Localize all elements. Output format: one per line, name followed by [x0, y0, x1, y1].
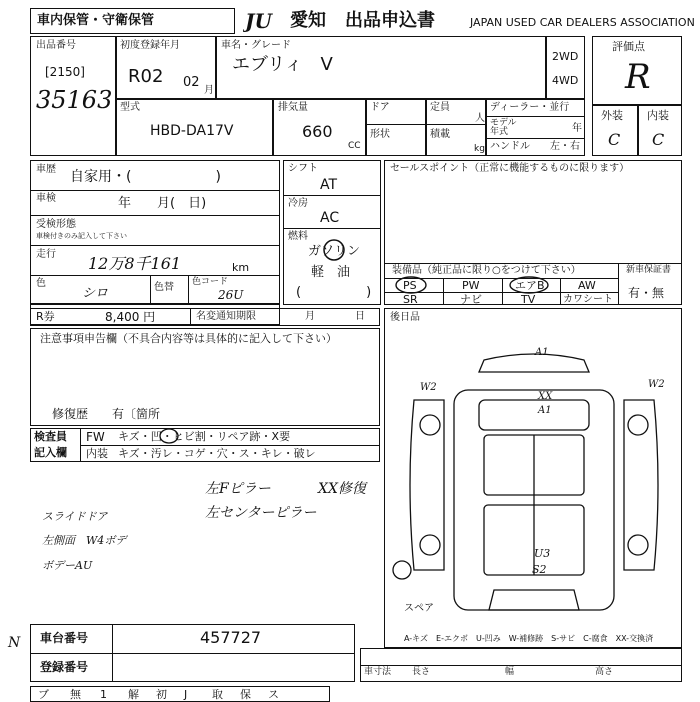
model-name: エブリィ V	[232, 54, 333, 75]
margin-mark: N	[8, 635, 21, 651]
drive-4wd: 4WD	[552, 74, 579, 87]
association-local: 愛知	[290, 10, 326, 31]
displacement-label: 排気量	[278, 102, 308, 113]
equipment-ps: PS	[403, 279, 417, 292]
interior-check-label: 内装	[86, 447, 108, 460]
shift-value: AT	[320, 177, 338, 193]
color-code: 26U	[218, 288, 244, 302]
bottom-flag-4: 解	[128, 688, 139, 701]
history-value: 自家用・( )	[70, 169, 221, 185]
color-label: 色	[36, 278, 46, 289]
warranty-label: 新車保証書	[626, 265, 672, 275]
bottom-flag-3: 1	[100, 688, 107, 701]
handwritten-note-3: XX修復	[318, 481, 366, 497]
lot-number: 35163	[36, 86, 113, 114]
car-damage-diagram	[384, 330, 682, 620]
handwritten-note-1: 左Fピラー	[205, 481, 271, 497]
receipt-label: 受検形態	[36, 219, 76, 230]
dealer-label: ディーラー・並行	[490, 102, 570, 113]
handle-options: 左・右	[550, 141, 580, 152]
load-unit: kg	[474, 144, 485, 154]
lot-number-label: 出品番号	[36, 40, 76, 51]
equipment-airbag: エアB	[515, 279, 545, 292]
receipt-note: 車検付きのみ記入して下さい	[36, 232, 127, 240]
model-year-label: モデル 年式	[490, 118, 517, 137]
bottom-flag-8: 保	[240, 688, 251, 701]
handwritten-note-6: ボデーAU	[42, 559, 93, 572]
fuel-light: 軽 油	[311, 265, 351, 280]
diagram-mark-3: W2	[648, 379, 665, 390]
equipment-navi: ナビ	[460, 293, 482, 306]
mileage-value: 12万8千161	[88, 254, 182, 273]
displacement-unit: CC	[348, 141, 361, 151]
equipment-tv: TV	[521, 293, 536, 306]
fuel-gas: ガソリン	[308, 244, 361, 259]
interior-label: 内装	[647, 109, 669, 122]
diagram-mark-5: A1	[538, 405, 552, 416]
first-reg-year: R02	[128, 66, 164, 87]
lot-prefix: [2150]	[45, 65, 85, 79]
diagram-mark-4: XX	[538, 391, 553, 402]
color-code-label: 色コード	[192, 277, 229, 287]
equipment-airbag-circle	[508, 276, 550, 294]
fw-label: FW	[86, 430, 105, 444]
association-en: JAPAN USED CAR DEALERS ASSOCIATION	[470, 16, 695, 29]
tax-month: 月	[305, 311, 315, 322]
caution-label: 注意事項申告欄（不具合内容等は具体的に記入して下さい）	[40, 332, 337, 345]
mileage-label: 走行	[36, 249, 56, 260]
capacity-label: 定員	[430, 102, 450, 113]
color-change-label: 色替	[154, 282, 174, 293]
inspector-label: 検査員	[34, 430, 67, 443]
recycle-value: 8,400 円	[105, 310, 156, 324]
bottom-flag-9: ス	[268, 688, 279, 701]
model-code-label: 型式	[120, 102, 140, 113]
ac-value: AC	[320, 210, 340, 226]
drive-2wd: 2WD	[552, 50, 579, 63]
first-reg-month: 02	[183, 75, 200, 90]
handle-label: ハンドル	[490, 141, 530, 152]
model-name-label: 車名・グレード	[221, 40, 291, 51]
ju-logo	[243, 10, 289, 36]
shift-label: シフト	[288, 163, 318, 174]
height-label: 高さ	[595, 667, 614, 677]
equipment-pw: PW	[462, 279, 480, 292]
chassis-value: 457727	[200, 628, 262, 647]
interior-items: キズ・汚レ・コゲ・穴・ス・キレ・破レ	[118, 447, 316, 460]
width-label: 幅	[505, 667, 515, 677]
recycle-label: R券	[36, 310, 55, 323]
repair-label: 修復歴 有〔箇所	[52, 407, 161, 421]
fuel-other: ( )	[296, 285, 372, 300]
year-unit: 年	[572, 123, 582, 134]
month-suffix: 月	[204, 85, 214, 96]
diagram-mark-7: S2	[532, 563, 547, 576]
diagram-mark-2: W2	[420, 382, 437, 393]
first-reg-label: 初度登録年月	[120, 40, 180, 51]
rating-label: 評価点	[612, 40, 645, 53]
diagram-mark-6: U3	[534, 547, 551, 560]
capacity-unit: 人	[475, 113, 485, 124]
exterior-label: 外装	[601, 109, 623, 122]
load-label: 積載	[430, 129, 450, 140]
bottom-flag-5: 初	[156, 688, 167, 701]
model-code: HBD-DA17V	[150, 123, 234, 139]
bottom-flag-6: J	[184, 688, 188, 701]
fw-items: キズ・凹・ヒビ割・リペア跡・X要	[118, 430, 291, 443]
door-label: ドア	[370, 102, 390, 113]
color-value: シロ	[82, 286, 109, 301]
inspection-value: 年 月( 日)	[118, 196, 207, 211]
sales-point-label: セールスポイント（正常に機能するものに限ります）	[390, 163, 630, 174]
entry-label: 記入欄	[34, 446, 67, 459]
diagram-mark-1: A1	[535, 347, 549, 358]
equipment-ps-circle	[394, 276, 428, 294]
storage-label-box	[30, 8, 235, 34]
handwritten-note-5: 左側面 W4ボデ	[42, 534, 127, 547]
equipment-leather-seat: カワシート	[563, 294, 613, 305]
rear-items-label: 後日品	[390, 312, 420, 323]
warranty-value: 有・無	[628, 286, 665, 300]
storage-label: 車内保管・守衛保管	[37, 13, 155, 28]
registration-label: 登録番号	[40, 660, 89, 674]
shape-label: 形状	[370, 129, 390, 140]
length-label: 長さ	[412, 667, 431, 677]
equipment-label: 装備品（純正品に限り○をつけて下さい）	[392, 265, 581, 276]
inspection-label: 車検	[36, 193, 56, 204]
equipment-aw: AW	[578, 279, 596, 292]
fuel-label: 燃料	[288, 231, 308, 242]
dent-circle-mark	[158, 427, 180, 445]
mileage-unit: km	[232, 261, 250, 274]
tax-day: 日	[355, 311, 365, 322]
svg-text:JU: JU	[245, 10, 272, 32]
form-title: 出品申込書	[345, 10, 435, 31]
dims-label: 車寸法	[364, 667, 392, 677]
rating-value: R	[625, 57, 651, 97]
damage-legend: A-キズ E-エクボ U-凹み W-補修跡 S-サビ C-腐食 XX-交換済	[404, 634, 654, 643]
bottom-flag-7: 取	[212, 688, 223, 701]
ju-logo-icon	[243, 10, 289, 32]
handwritten-note-4: スライドドア	[42, 510, 108, 523]
chassis-label: 車台番号	[40, 631, 89, 645]
displacement: 660	[302, 122, 333, 141]
interior-value: C	[652, 130, 665, 149]
handwritten-note-2: 左センターピラー	[205, 505, 317, 521]
exterior-value: C	[608, 130, 621, 149]
history-label: 車歴	[36, 164, 56, 175]
equipment-sr: SR	[403, 293, 418, 306]
fuel-circle-mark	[322, 238, 346, 262]
ac-label: 冷房	[288, 198, 308, 209]
bottom-flag-2: 無	[70, 688, 81, 701]
bottom-flag-1: ブ	[38, 688, 49, 701]
tax-label: 名変通知期限	[196, 311, 256, 322]
spare-label: スペア	[404, 603, 434, 614]
